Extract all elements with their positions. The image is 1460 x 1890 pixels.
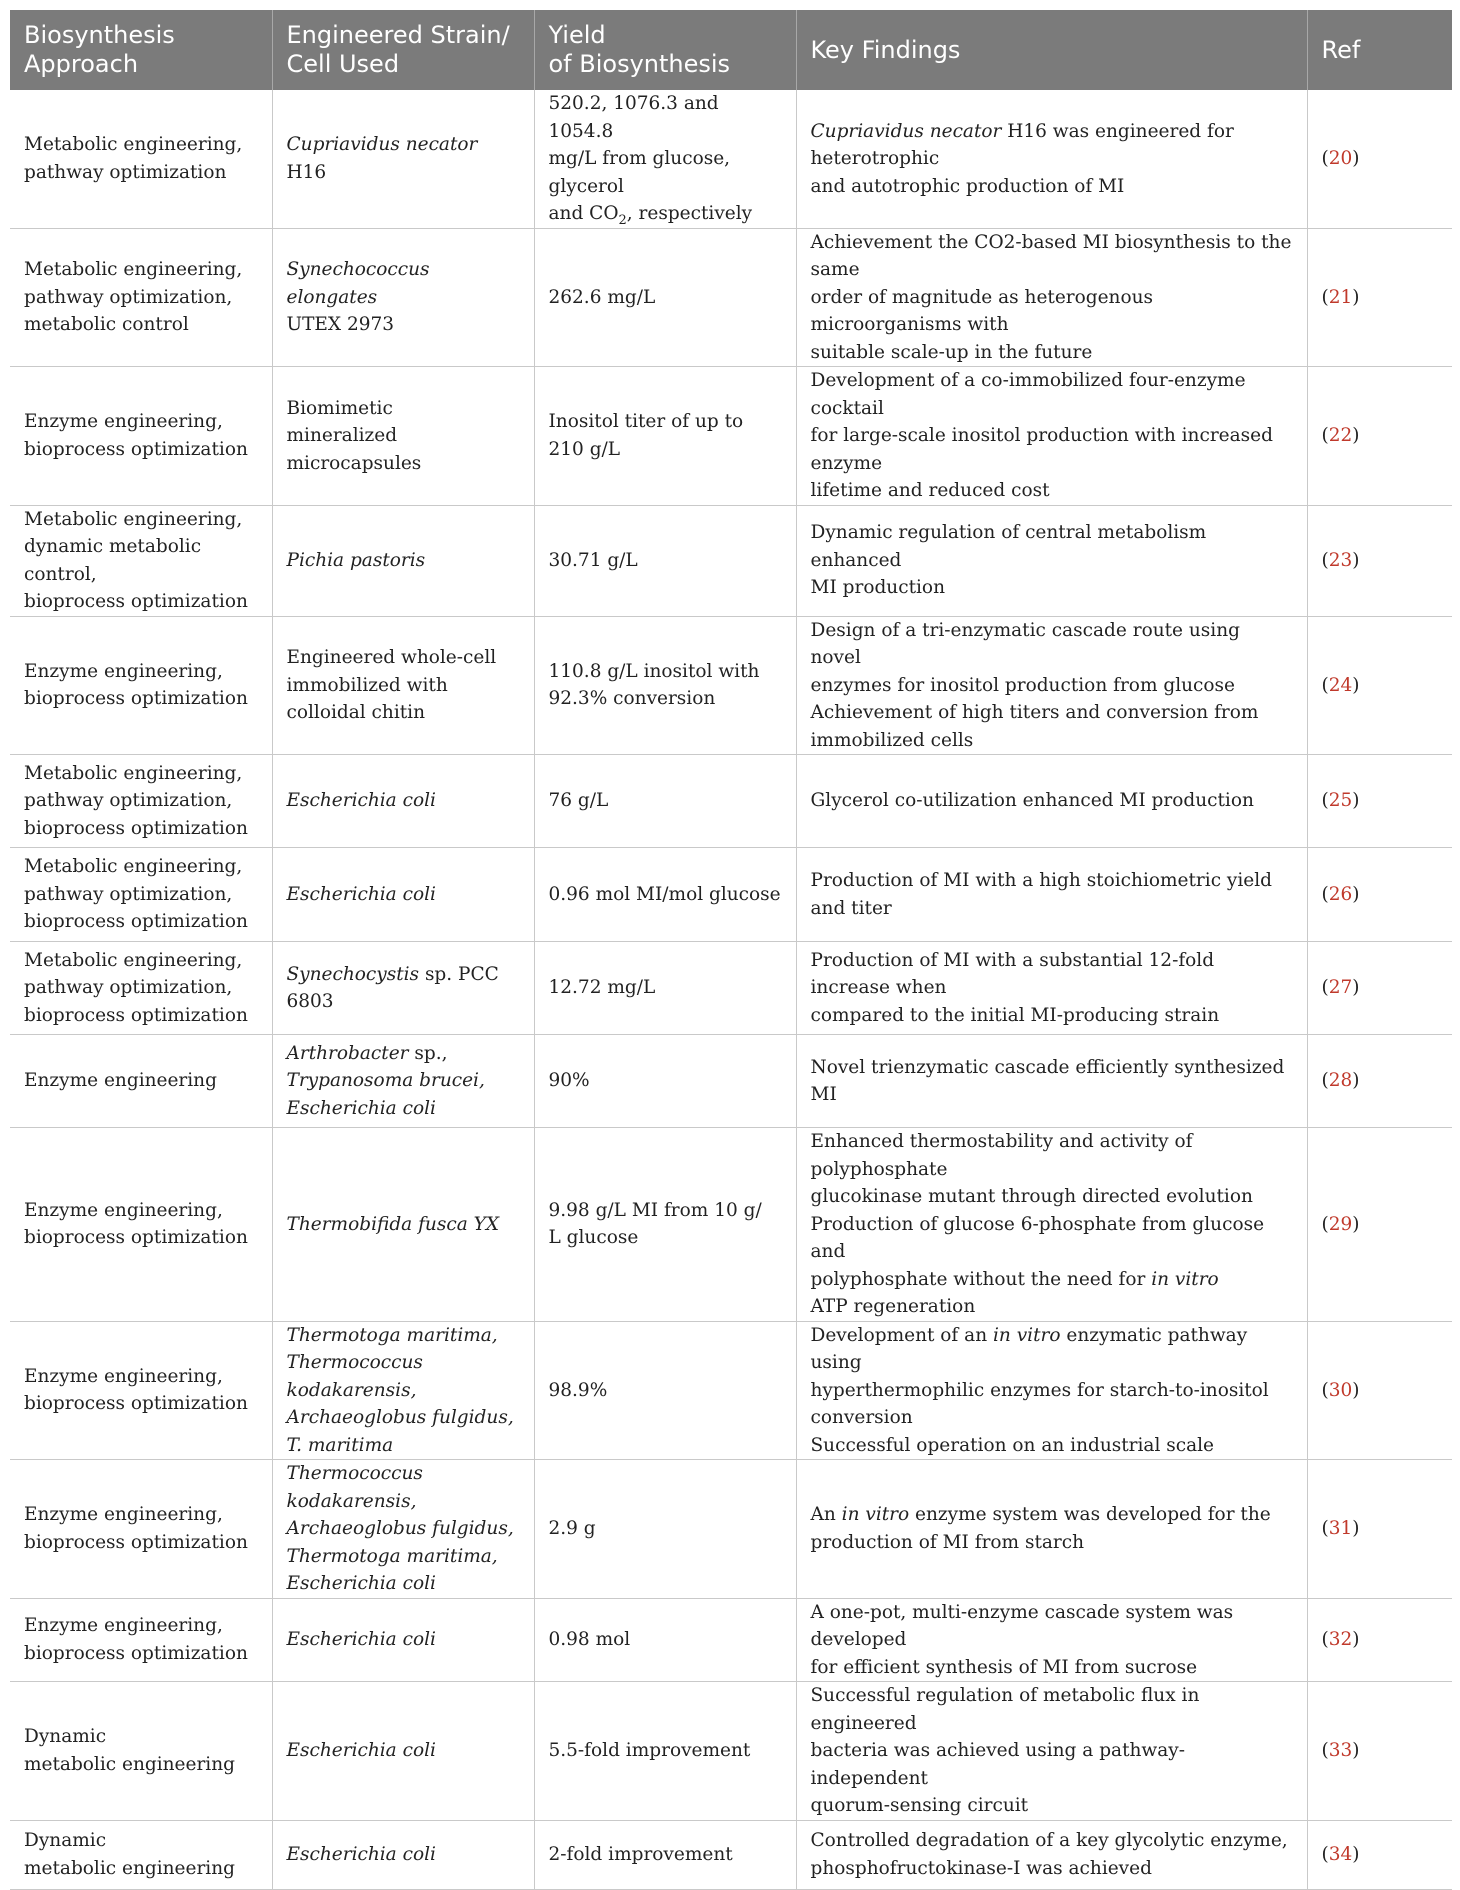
- findings-cell: Enhanced thermostability and activity of polyphosphate glucokinase mutant through directed evolution Production of glucose 6-phosphate from glucose and polyphosphate without the need for in vitro ATP regeneration: [796, 1128, 1307, 1322]
- ref-cell: (29): [1307, 1128, 1452, 1322]
- table-container: [10, 10, 1452, 1890]
- approach-cell: Dynamic metabolic engineering: [10, 1820, 272, 1889]
- yield-cell: 76 g/L: [534, 755, 796, 848]
- approach-cell: Enzyme engineering, bioprocess optimization: [10, 1128, 272, 1322]
- ref-link[interactable]: 33: [1328, 1740, 1353, 1761]
- approach-cell: Metabolic engineering, dynamic metabolic control, bioprocess optimization: [10, 505, 272, 616]
- findings-cell: Glycerol co-utilization enhanced MI production: [796, 755, 1307, 848]
- ref-link[interactable]: 29: [1328, 1213, 1353, 1235]
- ref-link[interactable]: 24: [1328, 674, 1353, 696]
- findings-cell: Design of a tri-enzymatic cascade route using novel enzymes for inositol production from glucose Achievement of high titers and conversion from immobilized cells: [796, 616, 1307, 755]
- yield-cell: 9.98 g/L MI from 10 g/ L glucose: [534, 1128, 796, 1322]
- strain-cell: Thermotoga maritima, Thermococcus kodakarensis, Archaeoglobus fulgidus, T. maritima: [272, 1321, 534, 1460]
- strain-cell: Thermobifida fusca YX: [272, 1128, 534, 1322]
- strain-cell: Escherichia coli: [272, 1682, 534, 1821]
- header-ref: Ref: [1307, 10, 1452, 90]
- table-row: [10, 755, 1452, 848]
- findings-cell: Successful regulation of metabolic flux in engineered bacteria was achieved using a pathway-independent quorum-sensing circuit: [796, 1682, 1307, 1821]
- ref-cell: (28): [1307, 1035, 1452, 1128]
- header-strain: Engineered Strain/ Cell Used: [272, 10, 534, 90]
- yield-cell: 2.9 g: [534, 1460, 796, 1599]
- yield-cell: 98.9%: [534, 1321, 796, 1460]
- yield-cell: 5.5-fold improvement: [534, 1682, 796, 1821]
- ref-link[interactable]: 27: [1328, 977, 1353, 999]
- findings-cell: Production of MI with a high stoichiometric yield and titer: [796, 848, 1307, 942]
- table-row: [10, 367, 1452, 506]
- findings-cell: Development of a co-immobilized four-enzyme cocktail for large-scale inositol production with increased enzyme lifetime and reduced cost: [796, 367, 1307, 506]
- yield-cell: 90%: [534, 1035, 796, 1128]
- strain-cell: Synechococcus elongates UTEX 2973: [272, 228, 534, 367]
- header-row: [10, 10, 1452, 90]
- findings-cell: Cupriavidus necator H16 was engineered for heterotrophic and autotrophic production of MI: [796, 90, 1307, 228]
- findings-cell: Controlled degradation of a key glycolytic enzyme, phosphofructokinase-I was achieved: [796, 1820, 1307, 1889]
- findings-cell: Dynamic regulation of central metabolism enhanced MI production: [796, 505, 1307, 616]
- ref-cell: (27): [1307, 942, 1452, 1035]
- findings-cell: A one-pot, multi-enzyme cascade system was developed for efficient synthesis of MI from sucrose: [796, 1598, 1307, 1682]
- ref-link[interactable]: 21: [1328, 286, 1353, 308]
- ref-cell: (21): [1307, 228, 1452, 367]
- approach-cell: Metabolic engineering, pathway optimization, bioprocess optimization: [10, 942, 272, 1035]
- table-row: [10, 1598, 1452, 1682]
- yield-cell: 262.6 mg/L: [534, 228, 796, 367]
- ref-link[interactable]: 22: [1328, 425, 1353, 446]
- approach-cell: Metabolic engineering, pathway optimization, metabolic control: [10, 228, 272, 367]
- header-yield: Yield of Biosynthesis: [534, 10, 796, 90]
- biosynthesis-table: [10, 10, 1452, 1890]
- approach-cell: Enzyme engineering, bioprocess optimization: [10, 1321, 272, 1460]
- table-row: [10, 1128, 1452, 1322]
- ref-cell: (24): [1307, 616, 1452, 755]
- ref-cell: (33): [1307, 1682, 1452, 1821]
- approach-cell: Dynamic metabolic engineering: [10, 1682, 272, 1821]
- strain-cell: Thermococcus kodakarensis, Archaeoglobus fulgidus, Thermotoga maritima, Escherichia coli: [272, 1460, 534, 1599]
- strain-cell: Cupriavidus necator H16: [272, 90, 534, 228]
- ref-link[interactable]: 23: [1328, 549, 1353, 571]
- table-row: [10, 1820, 1452, 1889]
- table-row: [10, 1682, 1452, 1821]
- strain-cell: Escherichia coli: [272, 755, 534, 848]
- table-row: [10, 616, 1452, 755]
- ref-cell: (25): [1307, 755, 1452, 848]
- yield-cell: Inositol titer of up to 210 g/L: [534, 367, 796, 506]
- strain-cell: Arthrobacter sp., Trypanosoma brucei, Escherichia coli: [272, 1035, 534, 1128]
- ref-link[interactable]: 32: [1328, 1629, 1353, 1650]
- table-row: [10, 1035, 1452, 1128]
- approach-cell: Metabolic engineering, pathway optimization, bioprocess optimization: [10, 755, 272, 848]
- ref-cell: (20): [1307, 90, 1452, 228]
- table-row: [10, 942, 1452, 1035]
- ref-cell: (30): [1307, 1321, 1452, 1460]
- ref-cell: (34): [1307, 1820, 1452, 1889]
- yield-cell: 520.2, 1076.3 and 1054.8 mg/L from glucose, glycerol and $CO_2$, respectively: [534, 90, 796, 228]
- approach-cell: Enzyme engineering, bioprocess optimization: [10, 1598, 272, 1682]
- yield-cell: 2-fold improvement: [534, 1820, 796, 1889]
- ref-link[interactable]: 25: [1328, 790, 1353, 812]
- table-row: [10, 1460, 1452, 1599]
- table-row: [10, 228, 1452, 367]
- ref-link[interactable]: 26: [1328, 883, 1353, 905]
- approach-cell: Enzyme engineering, bioprocess optimization: [10, 1460, 272, 1599]
- table-row: [10, 90, 1452, 228]
- findings-cell: An in vitro enzyme system was developed for the production of MI from starch: [796, 1460, 1307, 1599]
- strain-cell: Synechocystis sp. PCC 6803: [272, 942, 534, 1035]
- findings-cell: Production of MI with a substantial 12-fold increase when compared to the initial MI-producing strain: [796, 942, 1307, 1035]
- ref-link[interactable]: 30: [1328, 1379, 1353, 1401]
- strain-cell: Escherichia coli: [272, 1598, 534, 1682]
- table-row: [10, 848, 1452, 942]
- ref-link[interactable]: 28: [1328, 1070, 1353, 1092]
- findings-cell: Achievement the CO2-based MI biosynthesis to the same order of magnitude as heterogenous microorganisms with suitable scale-up in the future: [796, 228, 1307, 367]
- approach-cell: Enzyme engineering, bioprocess optimization: [10, 616, 272, 755]
- header-findings: Key Findings: [796, 10, 1307, 90]
- ref-cell: (32): [1307, 1598, 1452, 1682]
- yield-cell: 12.72 mg/L: [534, 942, 796, 1035]
- strain-cell: Pichia pastoris: [272, 505, 534, 616]
- strain-cell: Escherichia coli: [272, 848, 534, 942]
- strain-cell: Biomimetic mineralized microcapsules: [272, 367, 534, 506]
- findings-cell: Novel trienzymatic cascade efficiently synthesized MI: [796, 1035, 1307, 1128]
- ref-cell: (26): [1307, 848, 1452, 942]
- ref-cell: (31): [1307, 1460, 1452, 1599]
- header-approach: Biosynthesis Approach: [10, 10, 272, 90]
- strain-cell: Escherichia coli: [272, 1820, 534, 1889]
- approach-cell: Metabolic engineering, pathway optimization: [10, 90, 272, 228]
- table-row: [10, 505, 1452, 616]
- strain-cell: Engineered whole-cell immobilized with colloidal chitin: [272, 616, 534, 755]
- yield-cell: 0.98 mol: [534, 1598, 796, 1682]
- yield-cell: 30.71 g/L: [534, 505, 796, 616]
- ref-link[interactable]: 20: [1328, 148, 1353, 169]
- approach-cell: Enzyme engineering: [10, 1035, 272, 1128]
- table-row: [10, 1321, 1452, 1460]
- ref-link[interactable]: 31: [1328, 1518, 1353, 1539]
- ref-cell: (23): [1307, 505, 1452, 616]
- ref-link[interactable]: 34: [1328, 1843, 1353, 1865]
- yield-cell: 110.8 g/L inositol with 92.3% conversion: [534, 616, 796, 755]
- approach-cell: Enzyme engineering, bioprocess optimization: [10, 367, 272, 506]
- findings-cell: Development of an in vitro enzymatic pathway using hyperthermophilic enzymes for starch-to-inositol conversion Successful operation on an industrial scale: [796, 1321, 1307, 1460]
- yield-cell: 0.96 mol MI/mol glucose: [534, 848, 796, 942]
- approach-cell: Metabolic engineering, pathway optimization, bioprocess optimization: [10, 848, 272, 942]
- ref-cell: (22): [1307, 367, 1452, 506]
